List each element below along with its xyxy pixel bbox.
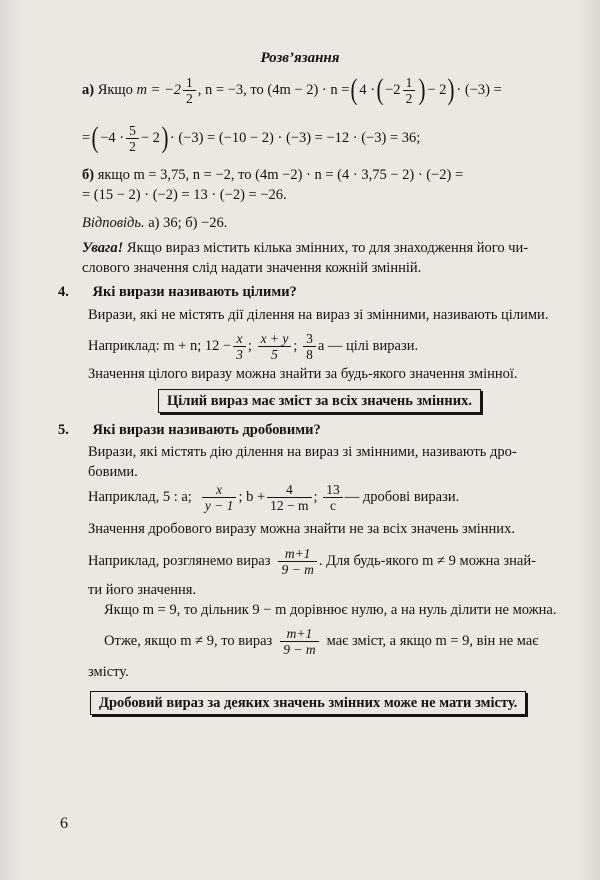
fraction-m1-9m-2: $\frac{m+1}{9 - m}$ [280,626,318,657]
q5-so-3: змісту. [88,664,129,680]
fraction-m1-9m: $\frac{m+1}{9 - m}$ [278,546,316,577]
part-a-line2-3: − 2 [140,129,160,146]
q5-definition-2: бовими. [88,464,138,480]
solution-heading: Розв’язання [260,50,340,66]
paren-open: ( [350,73,358,106]
paren-close: ) [418,73,426,106]
q5-definition-1: Вирази, які містять дію ділення на вираз зі змінними, називають дро- [88,444,517,460]
q4-examples [88,327,418,365]
part-a-rhs-2: −2 [385,81,401,98]
q5-consider-text-2: . Для будь-якого m ≠ 9 можна знай- [318,552,536,569]
part-a-line2-4: · (−3) = (−10 − 2) · (−3) = −12 · (−3) = 36; [169,129,421,146]
q5-so [104,620,539,662]
part-a-intro: Якщо [97,81,133,98]
answer-text: а) 36; б) −26. [144,215,228,231]
rule-box-fractional: Дробовий вираз за деяких значень змінних може не мати змісту. [90,691,526,715]
paren-close: ) [161,121,169,154]
q5-consider [88,541,536,581]
separator: ; [247,337,256,354]
separator: ; [293,337,302,354]
q4-value-text: Значення цілого виразу можна знайти за будь-якого значення змінної. [88,366,518,382]
attention-line-2: слового значення слід надати значення кожній змінній. [82,260,422,276]
q4-number: 4. [58,284,69,300]
q5-examples [88,476,459,518]
rule-box-integer: Цілий вираз має зміст за всіх значень змінних. [158,389,481,413]
part-a-line-1 [82,70,502,110]
part-a-rhs-4: · (−3) = [456,81,502,98]
attention-line-1 [82,238,528,258]
part-a-line-2 [82,118,420,158]
fraction-x-3: $\frac{x}{3}$ [233,331,246,362]
q5-if-m9: Якщо m = 9, то дільник 9 − m дорівнює нулю, а на нуль ділити не можна. [104,602,557,618]
q5-example-text-1: Наприклад, 5 : a; [88,488,192,505]
q5-consider-3: ти його значення. [88,582,197,598]
q4-definition: Вирази, які не містять дії ділення на вираз зі змінними, називають цілими. [88,307,549,323]
q5-example-text-3: — дробові вирази. [344,488,460,505]
q4-example-text-1: Наприклад: m + n; 12 − [88,337,232,354]
attention-text-1: Якщо вираз містить кілька змінних, то для знаходження його чи- [123,240,529,256]
q5-value-text: Значення дробового виразу можна знайти не за всіх значень змінних. [88,521,515,537]
paren-close: ) [447,73,455,106]
fraction-xy-5: $\frac{x + y}{5}$ [258,331,292,362]
fraction-1-2: $\frac{1}{2}$ [183,75,196,106]
part-a-rhs-1: 4 · [359,81,376,98]
part-a-line2-eq: = [82,129,91,146]
paren-open: ( [376,73,384,106]
fraction-5-2: $\frac{5}{2}$ [126,123,139,154]
attention-label: Увага! [82,240,124,256]
q5-example-text-2: ; b + [238,488,266,505]
part-a-m: m = −2 [136,81,182,98]
q5-title: Які вирази називають дробовими? [92,422,321,438]
page-number: 6 [60,815,68,832]
fraction-3-8: $\frac{3}{8}$ [303,331,316,362]
q5-consider-text-1: Наприклад, розглянемо вираз [88,552,271,569]
part-a-line2-2: −4 · [100,129,125,146]
part-a-rhs-3: − 2 [427,81,447,98]
separator: ; [313,488,322,505]
answer-label: Відповідь. [82,215,145,231]
q5-so-text-2: має зміст, а якщо m = 9, він не має [326,632,539,649]
part-b-label: б) [82,167,95,183]
fraction-1-2-inner: $\frac{1}{2}$ [403,75,416,106]
part-a-n: , n = −3, то (4m − 2) · n = [197,81,350,98]
q5-so-text-1: Отже, якщо m ≠ 9, то вираз [104,632,273,649]
q5-number: 5. [58,422,69,438]
q5-heading [58,420,321,440]
q4-title: Які вирази називають цілими? [92,284,297,300]
paren-open: ( [91,121,99,154]
part-b-line-2: = (15 − 2) · (−2) = 13 · (−2) = −26. [82,187,287,203]
q4-example-text-2: a — цілі вирази. [317,337,419,354]
fraction-4-12m: $\frac{4}{12 - m}$ [267,482,311,513]
fraction-x-y1: $\frac{x}{y - 1}$ [202,482,237,513]
fraction-13-c: $\frac{13}{c}$ [323,482,343,513]
q4-heading [58,282,297,302]
part-b-line-1 [82,165,463,185]
part-a-label: а) [82,81,95,98]
answer-line [82,213,227,233]
part-b-text-1: якщо m = 3,75, n = −2, то (4m −2) · n = (4 · 3,75 − 2) · (−2) = [97,167,464,183]
